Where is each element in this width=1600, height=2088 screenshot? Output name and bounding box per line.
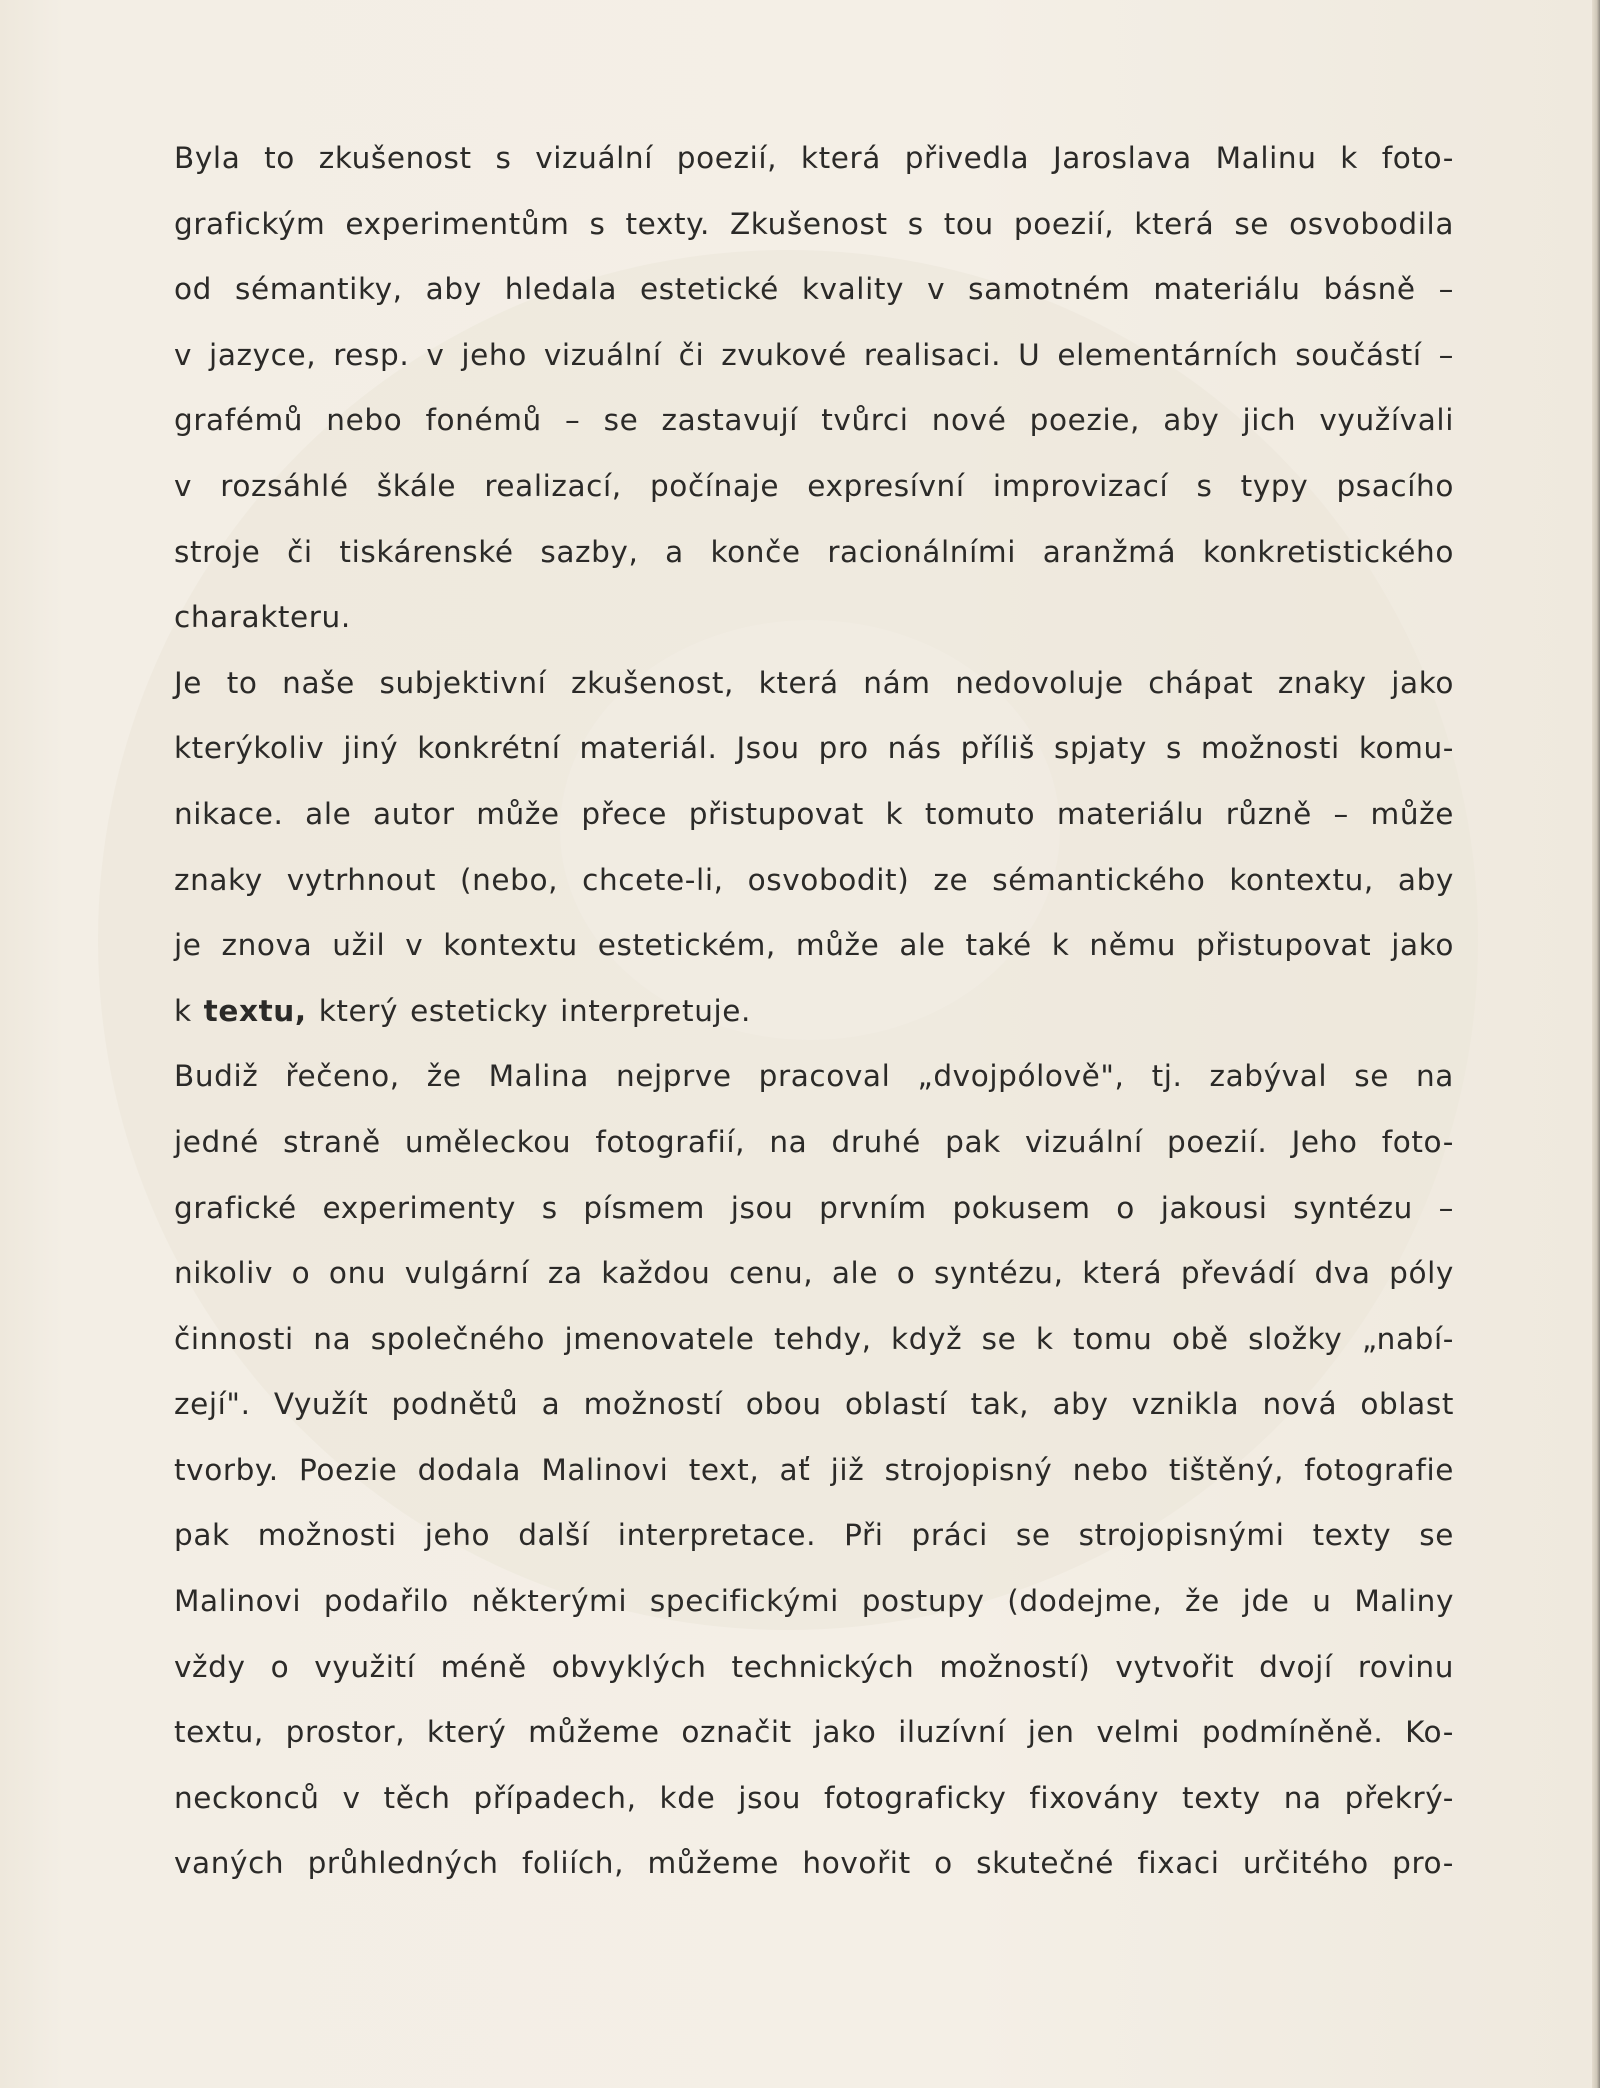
text-line: tvorby. Poezie dodala Malinovi text, ať již strojopisný nebo tištěný, fotografie (174, 1452, 1454, 1487)
text-line: nikoliv o onu vulgární za každou cenu, ale o syntézu, která převádí dva póly (174, 1256, 1454, 1291)
text-line: grafické experimenty s písmem jsou prvním pokusem o jakousi syntézu – (174, 1190, 1454, 1225)
text-line: grafémů nebo fonémů – se zastavují tvůrci nové poezie, aby jich využívali (174, 403, 1454, 438)
text-run: k (174, 993, 204, 1028)
paragraph-1 (174, 126, 1454, 651)
text-line-last (174, 979, 1454, 1045)
text-line: v rozsáhlé škále realizací, počínaje expresívní improvizací s typy psacího (174, 468, 1454, 503)
text-line: od sémantiky, aby hledala estetické kvality v samotném materiálu básně – (174, 272, 1454, 307)
text-line: Je to naše subjektivní zkušenost, která nám nedovoluje chápat znaky jako (174, 665, 1454, 700)
text-line: vždy o využití méně obvyklých technických možností) vytvořit dvojí rovinu (174, 1649, 1454, 1684)
text-line: v jazyce, resp. v jeho vizuální či zvukové realisaci. U elementárních součástí – (174, 337, 1454, 372)
text-line: kterýkoliv jiný konkrétní materiál. Jsou pro nás příliš spjaty s možnosti komu- (174, 731, 1454, 766)
text-line: charakteru. (174, 600, 351, 635)
text-line: vaných průhledných foliích, můžeme hovořit o skutečné fixaci určitého pro- (174, 1846, 1454, 1881)
text-line: činnosti na společného jmenovatele tehdy, když se k tomu obě složky „nabí- (174, 1321, 1454, 1356)
article-text (174, 126, 1454, 1897)
text-line: Malinovi podařilo některými specifickými postupy (dodejme, že jde u Maliny (174, 1584, 1454, 1619)
text-line: Budiž řečeno, že Malina nejprve pracoval „dvojpólově", tj. zabýval se na (174, 1059, 1454, 1094)
page-edge (1592, 0, 1600, 2088)
text-line: stroje či tiskárenské sazby, a konče racionálními aranžmá konkretistického (174, 534, 1454, 569)
text-line: pak možnosti jeho další interpretace. Při práci se strojopisnými texty se (174, 1518, 1454, 1553)
text-line: je znova užil v kontextu estetickém, může ale také k němu přistupovat jako (174, 928, 1454, 963)
paragraph-3 (174, 1044, 1454, 1897)
text-line: grafickým experimentům s texty. Zkušenost s tou poezií, která se osvobodila (174, 206, 1454, 241)
bold-word: textu, (203, 993, 307, 1028)
text-line: textu, prostor, který můžeme označit jako iluzívní jen velmi podmíněně. Ko- (174, 1715, 1454, 1750)
text-run: který esteticky interpretuje. (306, 993, 752, 1028)
text-line: znaky vytrhnout (nebo, chcete-li, osvobodit) ze sémantického kontextu, aby (174, 862, 1454, 897)
text-line: Byla to zkušenost s vizuální poezií, která přivedla Jaroslava Malinu k foto- (174, 141, 1454, 175)
text-line: neckonců v těch případech, kde jsou fotograficky fixovány texty na překrý- (174, 1780, 1454, 1815)
text-line: nikace. ale autor může přece přistupovat k tomuto materiálu různě – může (174, 796, 1454, 831)
text-line: zejí". Využít podnětů a možností obou oblastí tak, aby vznikla nová oblast (174, 1387, 1454, 1422)
text-line: jedné straně uměleckou fotografií, na druhé pak vizuální poezií. Jeho foto- (174, 1124, 1454, 1159)
paragraph-2 (174, 651, 1454, 1045)
